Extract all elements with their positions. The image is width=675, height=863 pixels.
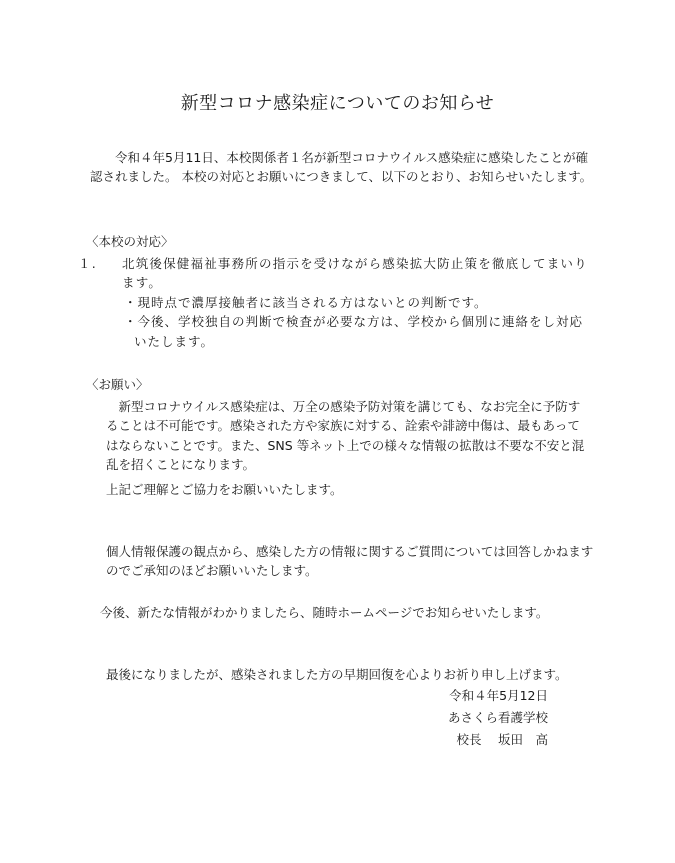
list-item-number: １. <box>78 256 97 271</box>
request-heading: 〈お願い〉 <box>86 377 149 392</box>
closing-paragraph: 最後になりましたが、感染されました方の早期回復を心よりお祈り申し上げます。 <box>106 667 568 682</box>
signature-school: あさくら看護学校 <box>447 710 548 725</box>
intro-paragraph: 令和４年5月11日、本校関係者１名が新型コロナウイルス感染症に感染したことが確認されました。 本校の対応とお願いにつきまして、以下のとおり、お知らせいたします。 <box>90 150 593 185</box>
request-thanks: 上記ご理解とご協力をお願いいたします。 <box>106 482 343 497</box>
list-item-main <box>78 254 590 293</box>
list-item <box>78 254 590 351</box>
list-item-sub: ・今後、学校独自の判断で検査が必要な方は、学校から個別に連絡をし対応いたします。 <box>124 314 584 349</box>
page-title: 新型コロナ感染症についてのお知らせ <box>180 93 495 114</box>
list-item-text: 北筑後保健福祉事務所の指示を受けながら感染拡大防止策を徹底してまいります。 <box>122 256 588 291</box>
request-paragraph: 新型コロナウイルス感染症は、万全の感染予防対策を講じても、なお完全に予防することは不可能です。感染された方や家族に対する、詮索や誹謗中傷は、最もあってはならないことです。また、SNS 等ネット上での様々な情報の拡散は不要な不安と混乱を招くことになります。 <box>106 399 585 473</box>
signature-name: 校長 坂田 高 <box>456 732 548 747</box>
signature-date: 令和４年5月12日 <box>449 688 548 703</box>
privacy-paragraph: 個人情報保護の観点から、感染した方の情報に関するご質問については回答しかねますのでご承知のほどお願いいたします。 <box>106 544 594 579</box>
response-heading: 〈本校の対応〉 <box>86 234 174 249</box>
response-list <box>78 254 590 351</box>
list-item-sub: ・現時点で濃厚接触者に該当される方はないとの判断です。 <box>124 294 488 310</box>
updates-paragraph: 今後、新たな情報がわかりましたら、随時ホームページでお知らせいたします。 <box>100 605 549 620</box>
